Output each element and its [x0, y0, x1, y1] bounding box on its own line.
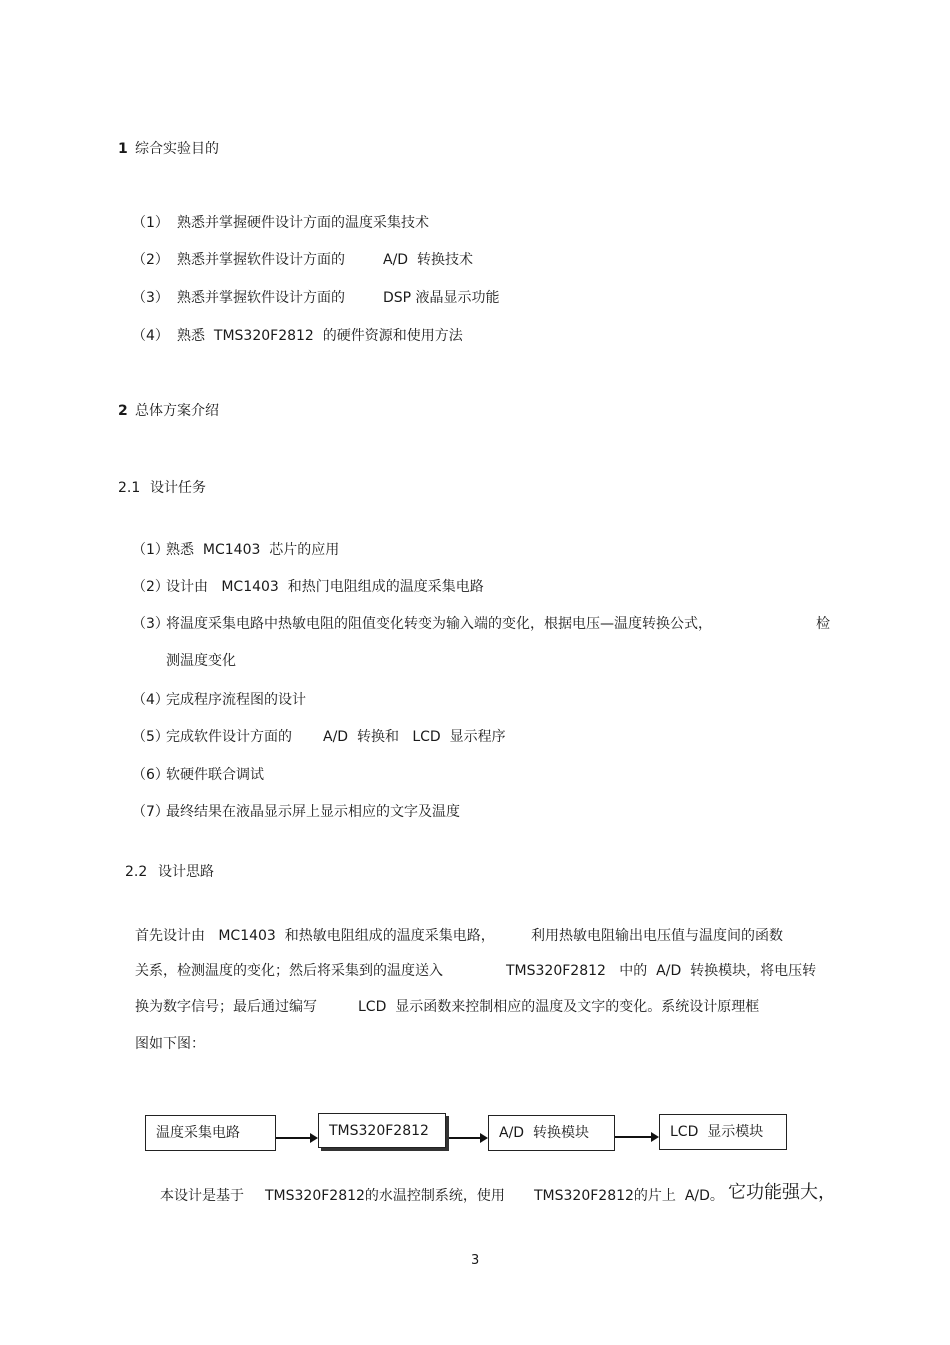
arrow-1 [276, 1137, 316, 1139]
block-ad-converter: A/D 转换模块 [488, 1115, 615, 1151]
para-line-3b: LCD 显示函数来控制相应的温度及文字的变化。系统设计原理框 [358, 999, 760, 1015]
section-2-2-number: 2.2 [125, 864, 148, 880]
section-2-1-number: 2.1 [118, 480, 141, 496]
task-3-num: （3） [132, 616, 169, 632]
task-5-text: 完成软件设计方面的 [166, 729, 292, 745]
section-2-2-title: 设计思路 [158, 864, 214, 880]
arrow-3 [615, 1136, 657, 1138]
para-line-3: 换为数字信号；最后通过编写 [135, 999, 317, 1015]
para-line-4: 图如下图： [135, 1036, 205, 1052]
objective-2-num: （2） [132, 252, 169, 268]
task-1-text: 熟悉 MC1403 芯片的应用 [166, 542, 340, 558]
section-2-number: 2 [118, 403, 128, 419]
last-line-a: 本设计是基于 [160, 1188, 244, 1204]
task-4-text: 完成程序流程图的设计 [166, 692, 306, 708]
arrow-2 [449, 1137, 486, 1139]
objective-4-num: （4） [132, 328, 169, 344]
task-6-num: （6） [132, 767, 169, 783]
section-1-number: 1 [118, 141, 128, 157]
objective-1-text: 熟悉并掌握硬件设计方面的温度采集技术 [177, 215, 429, 231]
task-3-text-end: 检 [816, 616, 830, 632]
para-line-1b: 利用热敏电阻输出电压值与温度间的函数 [531, 928, 783, 944]
task-2-num: （2） [132, 579, 169, 595]
block-tms320f2812: TMS320F2812 [318, 1113, 446, 1148]
objective-2-text-b: A/D 转换技术 [383, 252, 473, 268]
para-line-2: 关系，检测温度的变化；然后将采集到的温度送入 [135, 963, 443, 979]
task-4-num: （4） [132, 692, 169, 708]
objective-1-num: （1） [132, 215, 169, 231]
section-2-1-title: 设计任务 [150, 480, 206, 496]
last-line-d: 它功能强大， [728, 1182, 836, 1203]
objective-4-text: 熟悉 TMS320F2812 的硬件资源和使用方法 [177, 328, 463, 344]
task-3-text: 将温度采集电路中热敏电阻的阻值变化转变为输入端的变化，根据电压—温度转换公式， [166, 616, 712, 632]
task-3-continuation: 测温度变化 [166, 653, 236, 669]
block-temperature-acquisition: 温度采集电路 [145, 1115, 276, 1151]
task-1-num: （1） [132, 542, 169, 558]
last-line-b: TMS320F2812的水温控制系统，使用 [265, 1188, 505, 1204]
task-5-num: （5） [132, 729, 169, 745]
objective-3-text: 熟悉并掌握软件设计方面的 [177, 290, 345, 306]
last-line-c: TMS320F2812的片上 A/D。 [534, 1188, 724, 1204]
task-5-text-b: A/D 转换和 LCD 显示程序 [323, 729, 506, 745]
objective-3-text-b: DSP 液晶显示功能 [383, 290, 500, 306]
page-number: 3 [471, 1253, 480, 1268]
task-2-text: 设计由 MC1403 和热门电阻组成的温度采集电路 [166, 579, 484, 595]
section-2-title: 总体方案介绍 [135, 403, 219, 419]
objective-3-num: （3） [132, 290, 169, 306]
task-7-num: （7） [132, 804, 169, 820]
task-7-text: 最终结果在液晶显示屏上显示相应的文字及温度 [166, 804, 460, 820]
section-1-title: 综合实验目的 [135, 141, 219, 157]
task-6-text: 软硬件联合调试 [166, 767, 264, 783]
para-line-1: 首先设计由 MC1403 和热敏电阻组成的温度采集电路， [135, 928, 495, 944]
objective-2-text: 熟悉并掌握软件设计方面的 [177, 252, 345, 268]
para-line-2b: TMS320F2812 中的 A/D 转换模块，将电压转 [506, 963, 817, 979]
block-lcd-display: LCD 显示模块 [659, 1114, 787, 1150]
